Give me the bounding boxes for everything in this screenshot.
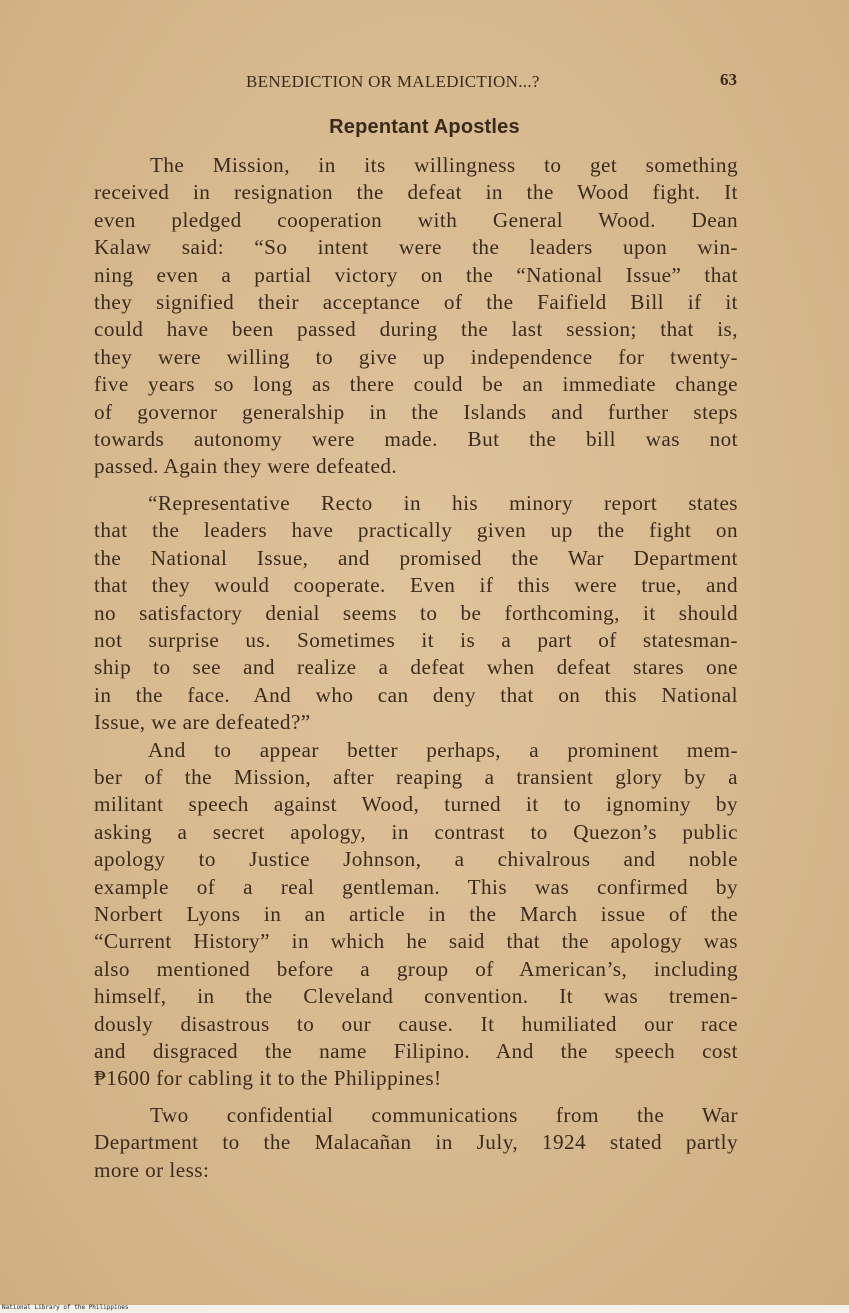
text-line: five years so long as there could be an immediate change <box>94 372 738 397</box>
paragraph-gap <box>94 1093 738 1102</box>
library-credit: National Library of the Philippines <box>2 1304 129 1311</box>
text-line: of governor generalship in the Islands and further steps <box>94 399 738 424</box>
paragraph-1 <box>94 152 738 481</box>
page-number: 63 <box>720 70 737 89</box>
text-line: not surprise us. Sometimes it is a part of statesman- <box>94 627 738 652</box>
text-line: towards autonomy were made. But the bill was not <box>94 427 738 452</box>
text-line: and disgraced the name Filipino. And the speech cost <box>94 1039 738 1063</box>
running-head <box>0 68 849 94</box>
text-line: ber of the Mission, after reaping a transient glory by a <box>94 764 738 789</box>
paragraph-2 <box>94 490 738 737</box>
running-title: BENEDICTION OR MALEDICTION...? <box>246 72 540 91</box>
text-line: militant speech against Wood, turned it to ignominy by <box>94 792 738 817</box>
text-line: no satisfactory denial seems to be forthcoming, it should <box>94 600 738 625</box>
text-line: received in resignation the defeat in the Wood fight. It <box>94 180 738 205</box>
text-line: Department to the Malacañan in July, 1924 stated partly <box>94 1130 738 1155</box>
text-line: they were willing to give up independence for twenty- <box>94 344 738 369</box>
text-line: apology to Justice Johnson, a chivalrous and noble <box>94 847 738 872</box>
text-line: “Current History” in which he said that the apology was <box>94 929 738 954</box>
text-line: could have been passed during the last session; that is, <box>94 317 738 342</box>
text-line: in the face. And who can deny that on this National <box>94 682 738 707</box>
text-line: that they would cooperate. Even if this were true, and <box>94 573 738 598</box>
text-line: ₱1600 for cabling it to the Philippines! <box>94 1066 442 1091</box>
text-line: dously disastrous to our cause. It humiliated our race <box>94 1011 738 1036</box>
text-line: passed. Again they were defeated. <box>94 454 398 479</box>
text-line: ship to see and realize a defeat when defeat stares one <box>94 655 738 680</box>
paragraph-4 <box>94 1102 738 1184</box>
paragraph-3 <box>94 737 738 1093</box>
text-line: And to appear better perhaps, a prominent mem- <box>148 737 738 762</box>
text-line: that the leaders have practically given up the fight on <box>94 518 738 543</box>
text-line: Two confidential communications from the War <box>150 1102 738 1127</box>
text-line: Kalaw said: “So intent were the leaders upon win- <box>94 235 738 260</box>
text-line: asking a secret apology, in contrast to Quezon’s public <box>94 819 738 844</box>
section-heading: Repentant Apostles <box>329 116 520 138</box>
paragraph-gap <box>94 481 738 490</box>
text-line: also mentioned before a group of American’s, including <box>94 956 738 981</box>
text-line: The Mission, in its willingness to get something <box>150 153 738 177</box>
text-line: “Representative Recto in his minory report states <box>148 490 738 515</box>
text-line: Issue, we are defeated?” <box>94 710 311 735</box>
text-line: himself, in the Cleveland convention. It was tremen- <box>94 984 738 1009</box>
text-line: more or less: <box>94 1157 210 1182</box>
text-line: even pledged cooperation with General Wood. Dean <box>94 207 738 232</box>
text-line: the National Issue, and promised the War Department <box>94 545 738 570</box>
text-line: they signified their acceptance of the Faifield Bill if it <box>94 290 738 315</box>
text-line: ning even a partial victory on the “National Issue” that <box>94 262 738 287</box>
text-line: Norbert Lyons in an article in the March issue of the <box>94 901 738 926</box>
text-line: example of a real gentleman. This was confirmed by <box>94 874 738 899</box>
body-text <box>94 152 738 1184</box>
